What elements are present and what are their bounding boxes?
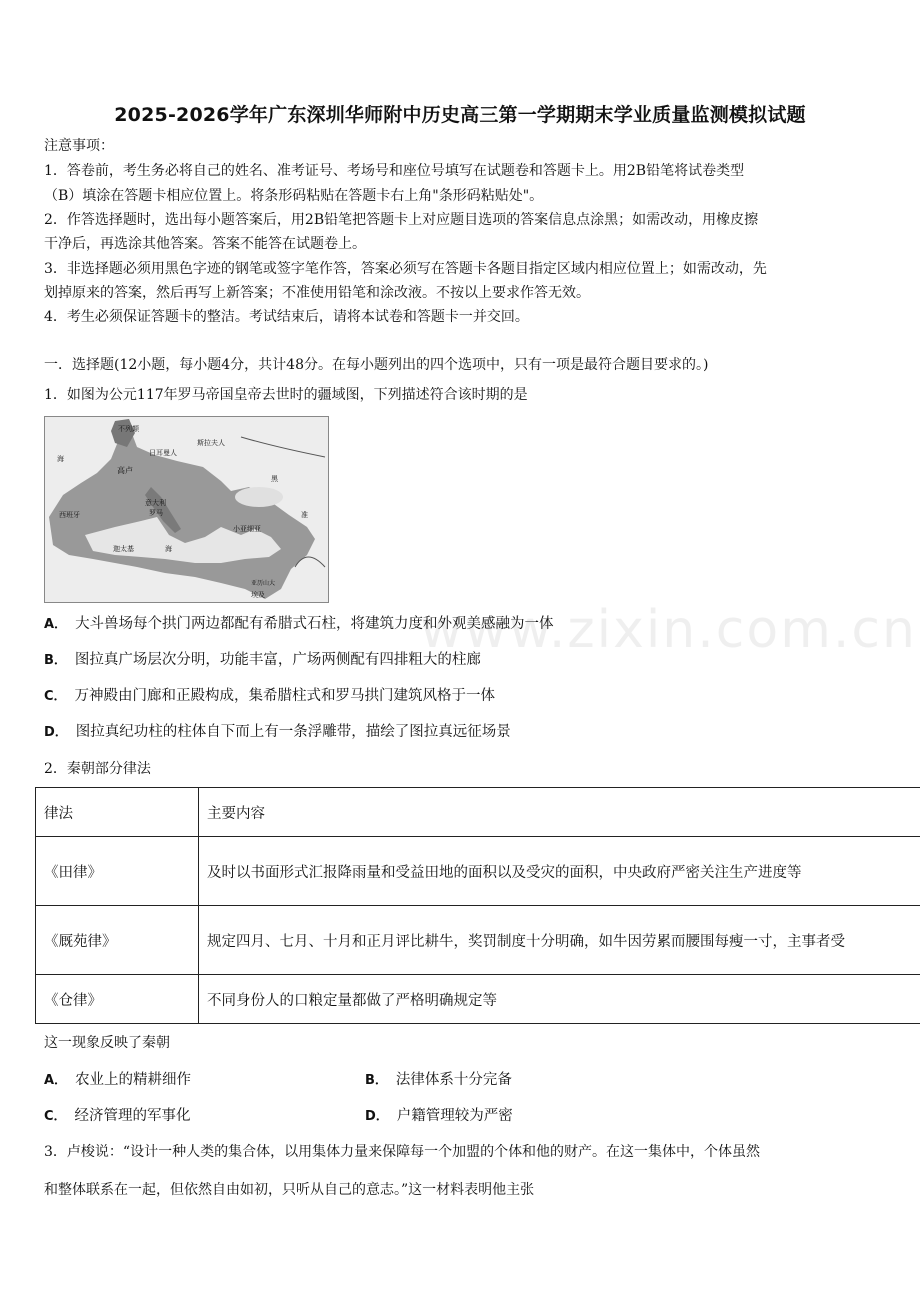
map-label: 海 [57, 455, 64, 463]
notice-line: （B）填涂在答题卡相应位置上。将条形码粘贴在答题卡右上角"条形码粘贴处"。 [44, 188, 544, 204]
option-text: 经济管理的军事化 [74, 1108, 191, 1124]
option-letter: C． [44, 1109, 67, 1124]
question-2-after: 这一现象反映了秦朝 [44, 1035, 170, 1051]
question-3-line: 3．卢梭说：“设计一种人类的集合体，以用集体力量来保障每一个加盟的个体和他的财产。在这一集体中，个体虽然 [44, 1144, 761, 1160]
question-3-line: 和整体联系在一起，但依然自由如初，只听从自己的意志。”这一材料表明他主张 [44, 1182, 535, 1198]
qin-law-table [35, 787, 920, 1024]
map-label: 西班牙 [59, 511, 80, 519]
option-text: 户籍管理较为严密 [396, 1108, 513, 1124]
map-label: 小亚细亚 [233, 525, 261, 533]
watermark: www.zixin.com.cn [420, 600, 917, 660]
q1-option-c [44, 687, 495, 706]
map-label: 不列颠 [118, 425, 139, 433]
option-letter: A． [44, 617, 68, 632]
map-label: 黑 [271, 475, 278, 483]
option-letter: B． [365, 1073, 388, 1088]
section-heading: 一．选择题(12小题，每小题4分，共计48分。在每小题列出的四个选项中，只有一项是最符合题目要求的。) [44, 357, 709, 373]
table-cell: 《田律》 [36, 837, 199, 906]
map-label: 日耳曼人 [149, 449, 177, 457]
option-text: 法律体系十分完备 [395, 1072, 512, 1088]
option-text: 图拉真广场层次分明，功能丰富，广场两侧配有四排粗大的柱廊 [74, 652, 481, 668]
table-cell: 规定四月、七月、十月和正月评比耕牛，奖罚制度十分明确，如牛因劳累而腰围每瘦一寸，主事者受 [199, 906, 920, 975]
map-label: 斯拉夫人 [197, 439, 225, 447]
table-row [36, 975, 920, 1024]
notice-line: 2．作答选择题时，选出每小题答案后，用2B铅笔把答题卡上对应题目选项的答案信息点涂黑；如需改动，用橡皮擦 [44, 212, 759, 228]
map-label: 高卢 [117, 466, 133, 475]
option-letter: D． [365, 1109, 389, 1124]
option-letter: A． [44, 1073, 68, 1088]
q2-option-a [44, 1071, 191, 1090]
question-2-stem: 2．秦朝部分律法 [44, 761, 151, 777]
map-label: 意大利 [145, 499, 166, 507]
map-label: 海 [165, 545, 172, 553]
q2-option-c [44, 1107, 191, 1126]
option-letter: D． [44, 725, 68, 740]
option-text: 万神殿由门廊和正殿构成，集希腊柱式和罗马拱门建筑风格于一体 [74, 688, 496, 704]
notice-line: 干净后，再选涂其他答案。答案不能答在试题卷上。 [44, 236, 366, 252]
table-cell: 不同身份人的口粮定量都做了严格明确规定等 [199, 975, 920, 1024]
notice-heading: 注意事项： [44, 138, 114, 154]
q1-option-d [44, 723, 511, 742]
map-label: 埃及 [251, 591, 265, 599]
table-row [36, 906, 920, 975]
q1-option-a [44, 615, 554, 634]
map-label: 迦太基 [113, 545, 134, 553]
notice-line: 划掉原来的答案，然后再写上新答案；不准使用铅笔和涂改液。不按以上要求作答无效。 [44, 285, 590, 301]
table-header-row [36, 788, 920, 837]
q2-option-d [365, 1107, 513, 1126]
option-text: 大斗兽场每个拱门两边都配有希腊式石柱，将建筑力度和外观美感融为一体 [75, 616, 554, 632]
option-text: 图拉真纪功柱的柱体自下而上有一条浮雕带，描绘了图拉真远征场景 [75, 724, 511, 740]
option-text: 农业上的精耕细作 [75, 1072, 192, 1088]
table-cell: 及时以书面形式汇报降雨量和受益田地的面积以及受灾的面积，中央政府严密关注生产进度等 [199, 837, 920, 906]
notice-line: 1．答卷前，考生务必将自己的姓名、准考证号、考场号和座位号填写在试题卷和答题卡上。用2B铅笔将试卷类型 [44, 163, 745, 179]
table-row [36, 837, 920, 906]
q1-option-b [44, 651, 481, 670]
map-label: 准 [301, 511, 308, 519]
option-letter: C． [44, 689, 67, 704]
table-cell: 《厩苑律》 [36, 906, 199, 975]
option-letter: B． [44, 653, 67, 668]
table-header-cell: 主要内容 [199, 788, 920, 837]
exam-title: 2025-2026学年广东深圳华师附中历史高三第一学期期末学业质量监测模拟试题 [114, 104, 806, 126]
map-label: 亚历山大 [251, 580, 276, 587]
table-header-cell: 律法 [36, 788, 199, 837]
notice-line: 3．非选择题必须用黑色字迹的钢笔或签字笔作答，答案必须写在答题卡各题目指定区域内相应位置上；如需改动，先 [44, 261, 767, 277]
question-1-stem: 1．如图为公元117年罗马帝国皇帝去世时的疆域图，下列描述符合该时期的是 [44, 387, 528, 403]
q2-option-b [365, 1071, 512, 1090]
map-label: 罗马 [149, 509, 163, 517]
roman-empire-map [44, 416, 329, 603]
table-cell: 《仓律》 [36, 975, 199, 1024]
notice-line: 4．考生必须保证答题卡的整洁。考试结束后，请将本试卷和答题卡一并交回。 [44, 309, 529, 325]
